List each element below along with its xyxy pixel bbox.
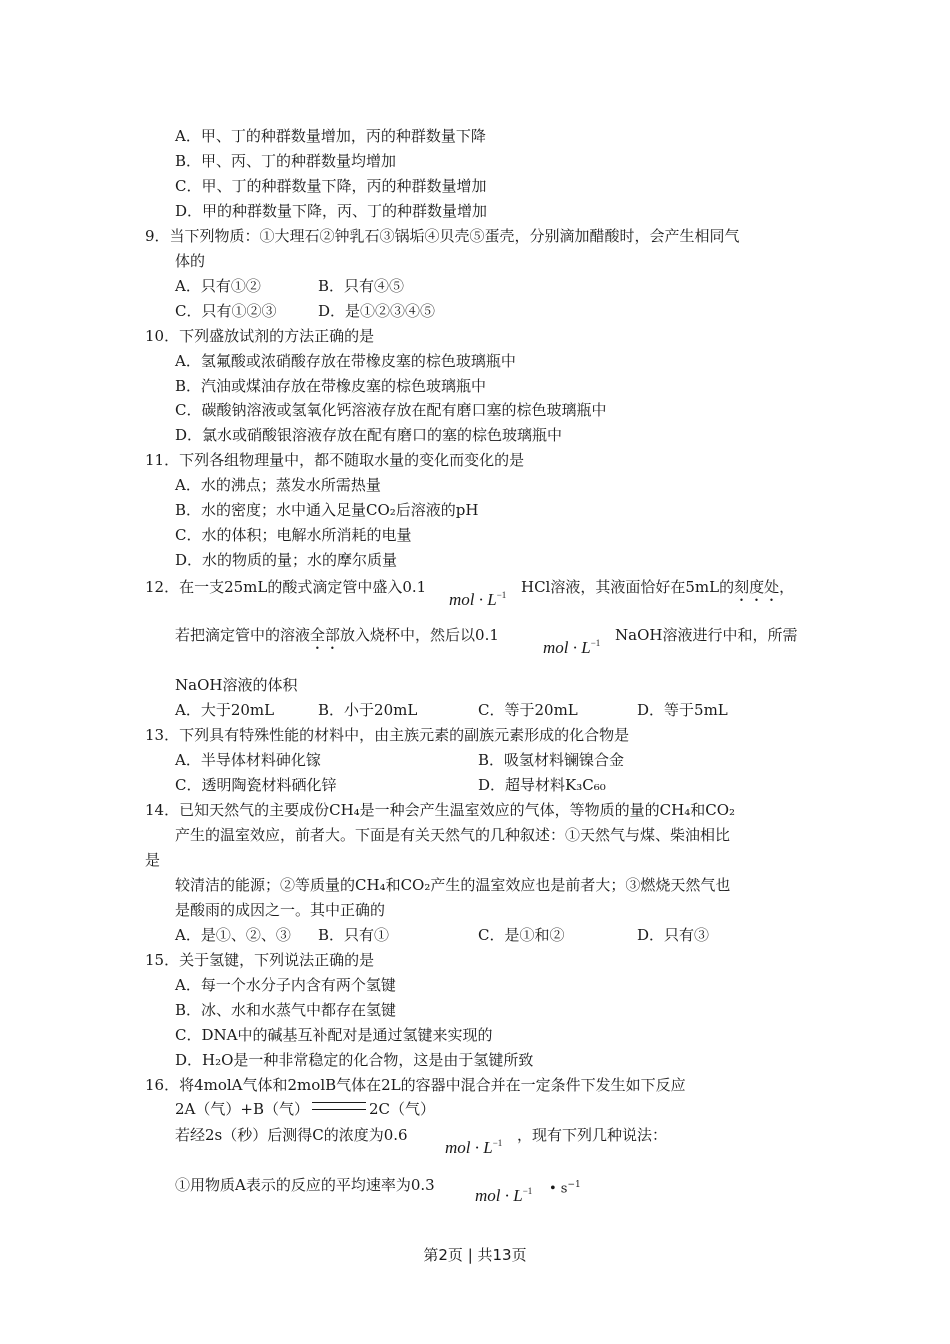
q16-rate-unit-sup: −1 <box>567 1180 581 1190</box>
q14-option-a: A．是①、②、③ <box>175 926 291 944</box>
q9-option-b: B．只有④⑤ <box>318 277 405 295</box>
q8-option-b: B．甲、丙、丁的种群数量均增加 <box>175 152 397 170</box>
page-footer <box>0 1244 950 1265</box>
q13-stem: 13．下列具有特殊性能的材料中，由主族元素的副族元素形成的化合物是 <box>145 726 630 744</box>
q12-option-a: A．大于20mL <box>175 701 275 719</box>
q8-option-a: A．甲、丁的种群数量增加，丙的种群数量下降 <box>175 127 486 145</box>
q16-line4-part2 <box>549 1176 581 1198</box>
q16-unit-1: mol · $L^{-1}$ <box>445 1138 503 1157</box>
footer-mid: 页 | 共 <box>447 1246 493 1264</box>
q10-option-c: C．碳酸钠溶液或氢氧化钙溶液存放在配有磨口塞的棕色玻璃瓶中 <box>175 401 607 419</box>
q12-stem-line2-part1 <box>175 626 499 653</box>
q16-line3-part1: 若经2s（秒）后测得C的浓度为0.6 <box>175 1126 408 1144</box>
q12-stem-line1-part1: 12．在一支25mL的酸式滴定管中盛入0.1 <box>145 578 427 596</box>
q14-option-b: B．只有① <box>318 926 390 944</box>
q9-stem-line2: 体的 <box>175 252 206 270</box>
q13-option-c: C．透明陶瓷材料硒化锌 <box>175 776 337 794</box>
q14-option-d: D．只有③ <box>637 926 710 944</box>
q14-line5: 是酸雨的成因之一。其中正确的 <box>175 901 386 919</box>
q16-stem: 16．将4molA气体和2molB气体在2L的容器中混合并在一定条件下发生如下反应 <box>145 1076 686 1094</box>
q12-option-b: B．小于20mL <box>318 701 418 719</box>
q9-option-c: C．只有①②③ <box>175 302 277 320</box>
q14-line2: 产生的温室效应，前者大。下面是有关天然气的几种叙述：①天然气与煤、柴油相比 <box>175 826 731 844</box>
q14-line1: 14．已知天然气的主要成份CH₄是一种会产生温室效应的气体，等物质的量的CH₄和CO₂ <box>145 801 736 819</box>
q12-stem-line1-part2 <box>521 578 794 605</box>
q15-option-c: C．DNA中的碱基互补配对是通过氢键来实现的 <box>175 1026 493 1044</box>
q8-option-d: D．甲的种群数量下降，丙、丁的种群数量增加 <box>175 202 488 220</box>
footer-page-number: 2 <box>438 1246 448 1264</box>
q9-option-a: A．只有①② <box>175 277 261 295</box>
q14-line3: 是 <box>145 851 161 869</box>
q12-emphasized-text: 刻度处 <box>734 578 780 596</box>
q15-option-d: D．H₂O是一种非常稳定的化合物，这是由于氢键所致 <box>175 1051 534 1069</box>
q16-equation-right: 2C（气） <box>368 1100 435 1118</box>
q11-option-a: A．水的沸点；蒸发水所需热量 <box>175 476 381 494</box>
q11-stem: 11．下列各组物理量中，都不随取水量的变化而变化的是 <box>145 451 525 469</box>
q11-option-d: D．水的物质的量；水的摩尔质量 <box>175 551 398 569</box>
footer-suffix: 页 <box>511 1246 527 1264</box>
q12-emphasized-all: 全部 <box>310 626 341 644</box>
q14-option-c: C．是①和② <box>478 926 565 944</box>
footer-total-pages: 13 <box>492 1246 512 1264</box>
q12-unit-1: mol · $L^{-1}$ <box>449 590 507 609</box>
q12-stem-line3: NaOH溶液的体积 <box>175 676 298 694</box>
q15-stem: 15．关于氢键，下列说法正确的是 <box>145 951 375 969</box>
q14-line4: 较清洁的能源；②等质量的CH₄和CO₂产生的温室效应也是前者大；③燃烧天然气也 <box>175 876 731 894</box>
q9-stem-line1: 9．当下列物质：①大理石②钟乳石③锅垢④贝壳⑤蛋壳，分别滴加醋酸时，会产生相同气 <box>145 227 740 245</box>
q12-stem-line2-text2: 放入烧杯中，然后以0.1 <box>340 626 499 644</box>
q10-stem: 10．下列盛放试剂的方法正确的是 <box>145 327 375 345</box>
q16-equation <box>175 1100 435 1118</box>
q12-stem-line1-text: HCl溶液，其液面恰好在5mL的 <box>521 578 735 596</box>
q11-option-b: B．水的密度；水中通入足量CO₂后溶液的pH <box>175 501 479 519</box>
q10-option-d: D．氯水或硝酸银溶液存放在配有磨口的塞的棕色玻璃瓶中 <box>175 426 563 444</box>
q16-rate-unit-s: • s <box>549 1181 568 1197</box>
q13-option-a: A．半导体材料砷化镓 <box>175 751 321 769</box>
q16-equation-left: 2A（气）+B（气） <box>175 1100 309 1118</box>
q12-option-d: D．等于5mL <box>637 701 728 719</box>
footer-prefix: 第 <box>423 1246 439 1264</box>
q15-option-a: A．每一个水分子内含有两个氢键 <box>175 976 396 994</box>
q12-comma: ， <box>779 578 795 596</box>
q13-option-d: D．超导材料K₃C₆₀ <box>478 776 606 794</box>
q10-option-a: A．氢氟酸或浓硝酸存放在带橡皮塞的棕色玻璃瓶中 <box>175 352 516 370</box>
q16-line4-part1: ①用物质A表示的反应的平均速率为0.3 <box>175 1176 435 1194</box>
q8-option-c: C．甲、丁的种群数量下降，丙的种群数量增加 <box>175 177 487 195</box>
q16-unit-2: mol · $L^{-1}$ <box>475 1186 533 1205</box>
equilibrium-sign-icon <box>312 1102 366 1110</box>
q11-option-c: C．水的体积；电解水所消耗的电量 <box>175 526 412 544</box>
q12-stem-line2-part2: NaOH溶液进行中和，所需 <box>615 626 798 644</box>
q16-line3-part2: ，现有下列几种说法： <box>517 1126 668 1144</box>
q15-option-b: B．冰、水和水蒸气中都存在氢键 <box>175 1001 397 1019</box>
q12-unit-2: mol · $L^{-1}$ <box>543 638 601 657</box>
q9-option-d: D．是①②③④⑤ <box>318 302 436 320</box>
q10-option-b: B．汽油或煤油存放在带橡皮塞的棕色玻璃瓶中 <box>175 377 487 395</box>
q13-option-b: B．吸氢材料镧镍合金 <box>478 751 625 769</box>
q12-option-c: C．等于20mL <box>478 701 578 719</box>
q12-stem-line2-text: 若把滴定管中的溶液 <box>175 626 311 644</box>
